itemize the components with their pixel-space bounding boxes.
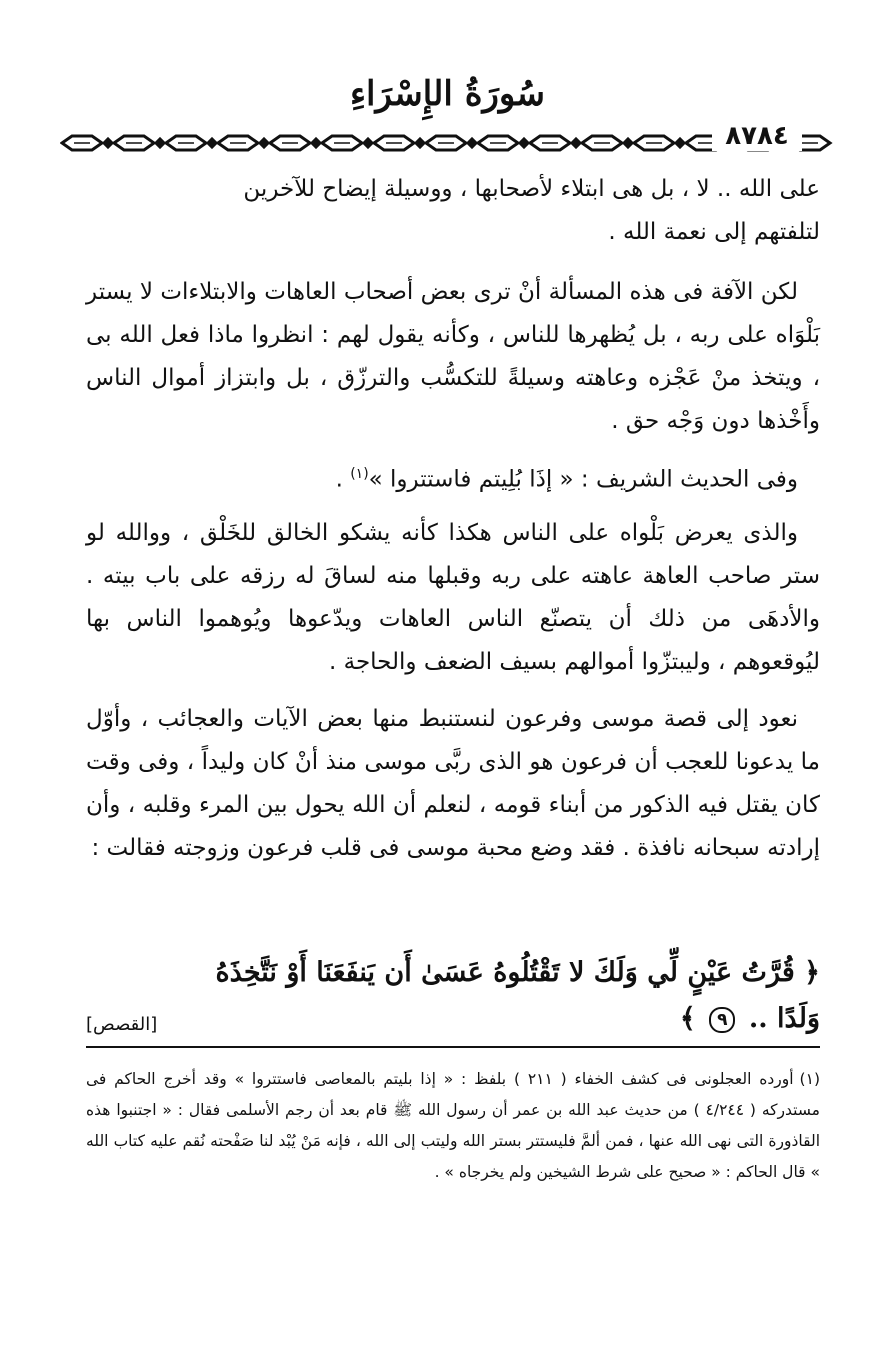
verse-line-1: ﴿ قُرَّتُ عَيْنٍ لِّي وَلَكَ لا تَقْتُلُوهُ عَسَىٰ أَن يَنفَعَنَا أَوْ نَتَّخِذَهُ: [215, 957, 820, 988]
chain-diamond: [364, 139, 372, 147]
chain-diamond: [208, 139, 216, 147]
paragraph-1-line-2: لتلفتهم إلى نعمة الله .: [608, 219, 820, 245]
chain-diamond: [624, 139, 632, 147]
paragraph-2: لكن الآفة فى هذه المسألة أنْ ترى بعض أصحاب العاهات والابتلاءات لا يستر بَلْوَاه على ربه ، بل يُظهرها للناس ، وكأنه يقول لهم : انظروا ماذا فعل الله بى ، ويتخذ منْ عَجْزه وعاهته وسيلةً للتكسُّب والترزّق ، بل وابتزاز أموال الناس وأَخْذها دون وَجْه حق .: [86, 279, 820, 434]
chain-diamond: [572, 139, 580, 147]
chain-diamond: [468, 139, 476, 147]
paragraph-3: [86, 453, 820, 502]
chain-diamond: [676, 139, 684, 147]
paragraph-3-end: .: [335, 466, 351, 493]
chain-diamond: [156, 139, 164, 147]
chain-diamond: [104, 139, 112, 147]
chain-diamond: [416, 139, 424, 147]
footnote-marker: (١): [350, 466, 369, 482]
ayah-number-badge: ٩: [709, 1007, 735, 1033]
hadith-quote: وفى الحديث الشريف : « إذَا بُلِيتم فاستتروا »: [368, 466, 798, 493]
chain-diamond: [260, 139, 268, 147]
footnote-1-marker: (١): [799, 1070, 820, 1088]
page-number: ٨٧٨٤: [712, 121, 802, 151]
paragraph-4: والذى يعرض بَلْواه على الناس هكذا كأنه يشكو الخالق للخَلْق ، ووالله لو ستر صاحب العاهة عاهته على ربه وقبلها منه لساقَ له رزقه على باب بيته . والأدهَى من ذلك أن يتصنّع الناس العاهات ويدّعوها ويُوهموا الناس بها ليُوقعوهم ، وليبتزّوا أموالهم بسيف الضعف والحاجة .: [86, 519, 820, 675]
verse-line-2: [680, 996, 820, 1042]
verse-close-bracket: ﴾: [679, 1003, 696, 1034]
footnotes: [86, 1064, 820, 1188]
footnote-1-text: أورده العجلونى فى كشف الخفاء ( ٢١١ ) بلفظ : « إذا بليتم بالمعاصى فاستتروا » وقد أخرج الحاكم فى مستدركه ( ٤/٢٤٤ ) من حديث عبد الله بن عمر أن رسول الله ﷺ قام بعد أن رجم الأسلمى فقال : « اجتنبوا هذه القاذورة التى نهى الله عنها ، فمن ألمَّ فليستتر بستر الله وليتب إلى الله ، فإنه مَنْ يُبْد لنا صَفْحته نُقم عليه كتاب الله » قال الحاكم : « صحيح على شرط الشيخين ولم يخرجاه » .: [86, 1070, 820, 1181]
quran-verse: [86, 950, 820, 1042]
surah-reference: [القصص]: [86, 1014, 158, 1035]
chain-diamond: [520, 139, 528, 147]
body-text: [86, 168, 820, 870]
footnote-divider: [86, 1046, 820, 1048]
paragraph-1: [86, 168, 820, 258]
paragraph-5: نعود إلى قصة موسى وفرعون لنستنبط منها بعض الآيات والعجائب ، وأوّل ما يدعونا للعجب أن فرعون هو الذى ربَّى موسى منذ أنْ كان وليداً ، وفى وقت كان يقتل فيه الذكور من أبناء قومه ، لنعلم أن الله يحول بين المرء وقلبه ، وأن إرادته سبحانه نافذة . فقد وضع محبة موسى فى قلب فرعون وزوجته فقالت :: [86, 705, 820, 861]
surah-title: سُورَةُ الإِسْرَاءِ: [350, 74, 545, 114]
verse-line-2-text: وَلَدًا ..: [748, 1003, 820, 1034]
verse-line-2-wrapper: [86, 996, 820, 1042]
footnote-1: [86, 1064, 820, 1188]
chain-diamond: [312, 139, 320, 147]
paragraph-1-line-1: على الله .. لا ، بل هى ابتلاء لأصحابها ، ووسيلة إيضاح للآخرين: [243, 176, 820, 202]
